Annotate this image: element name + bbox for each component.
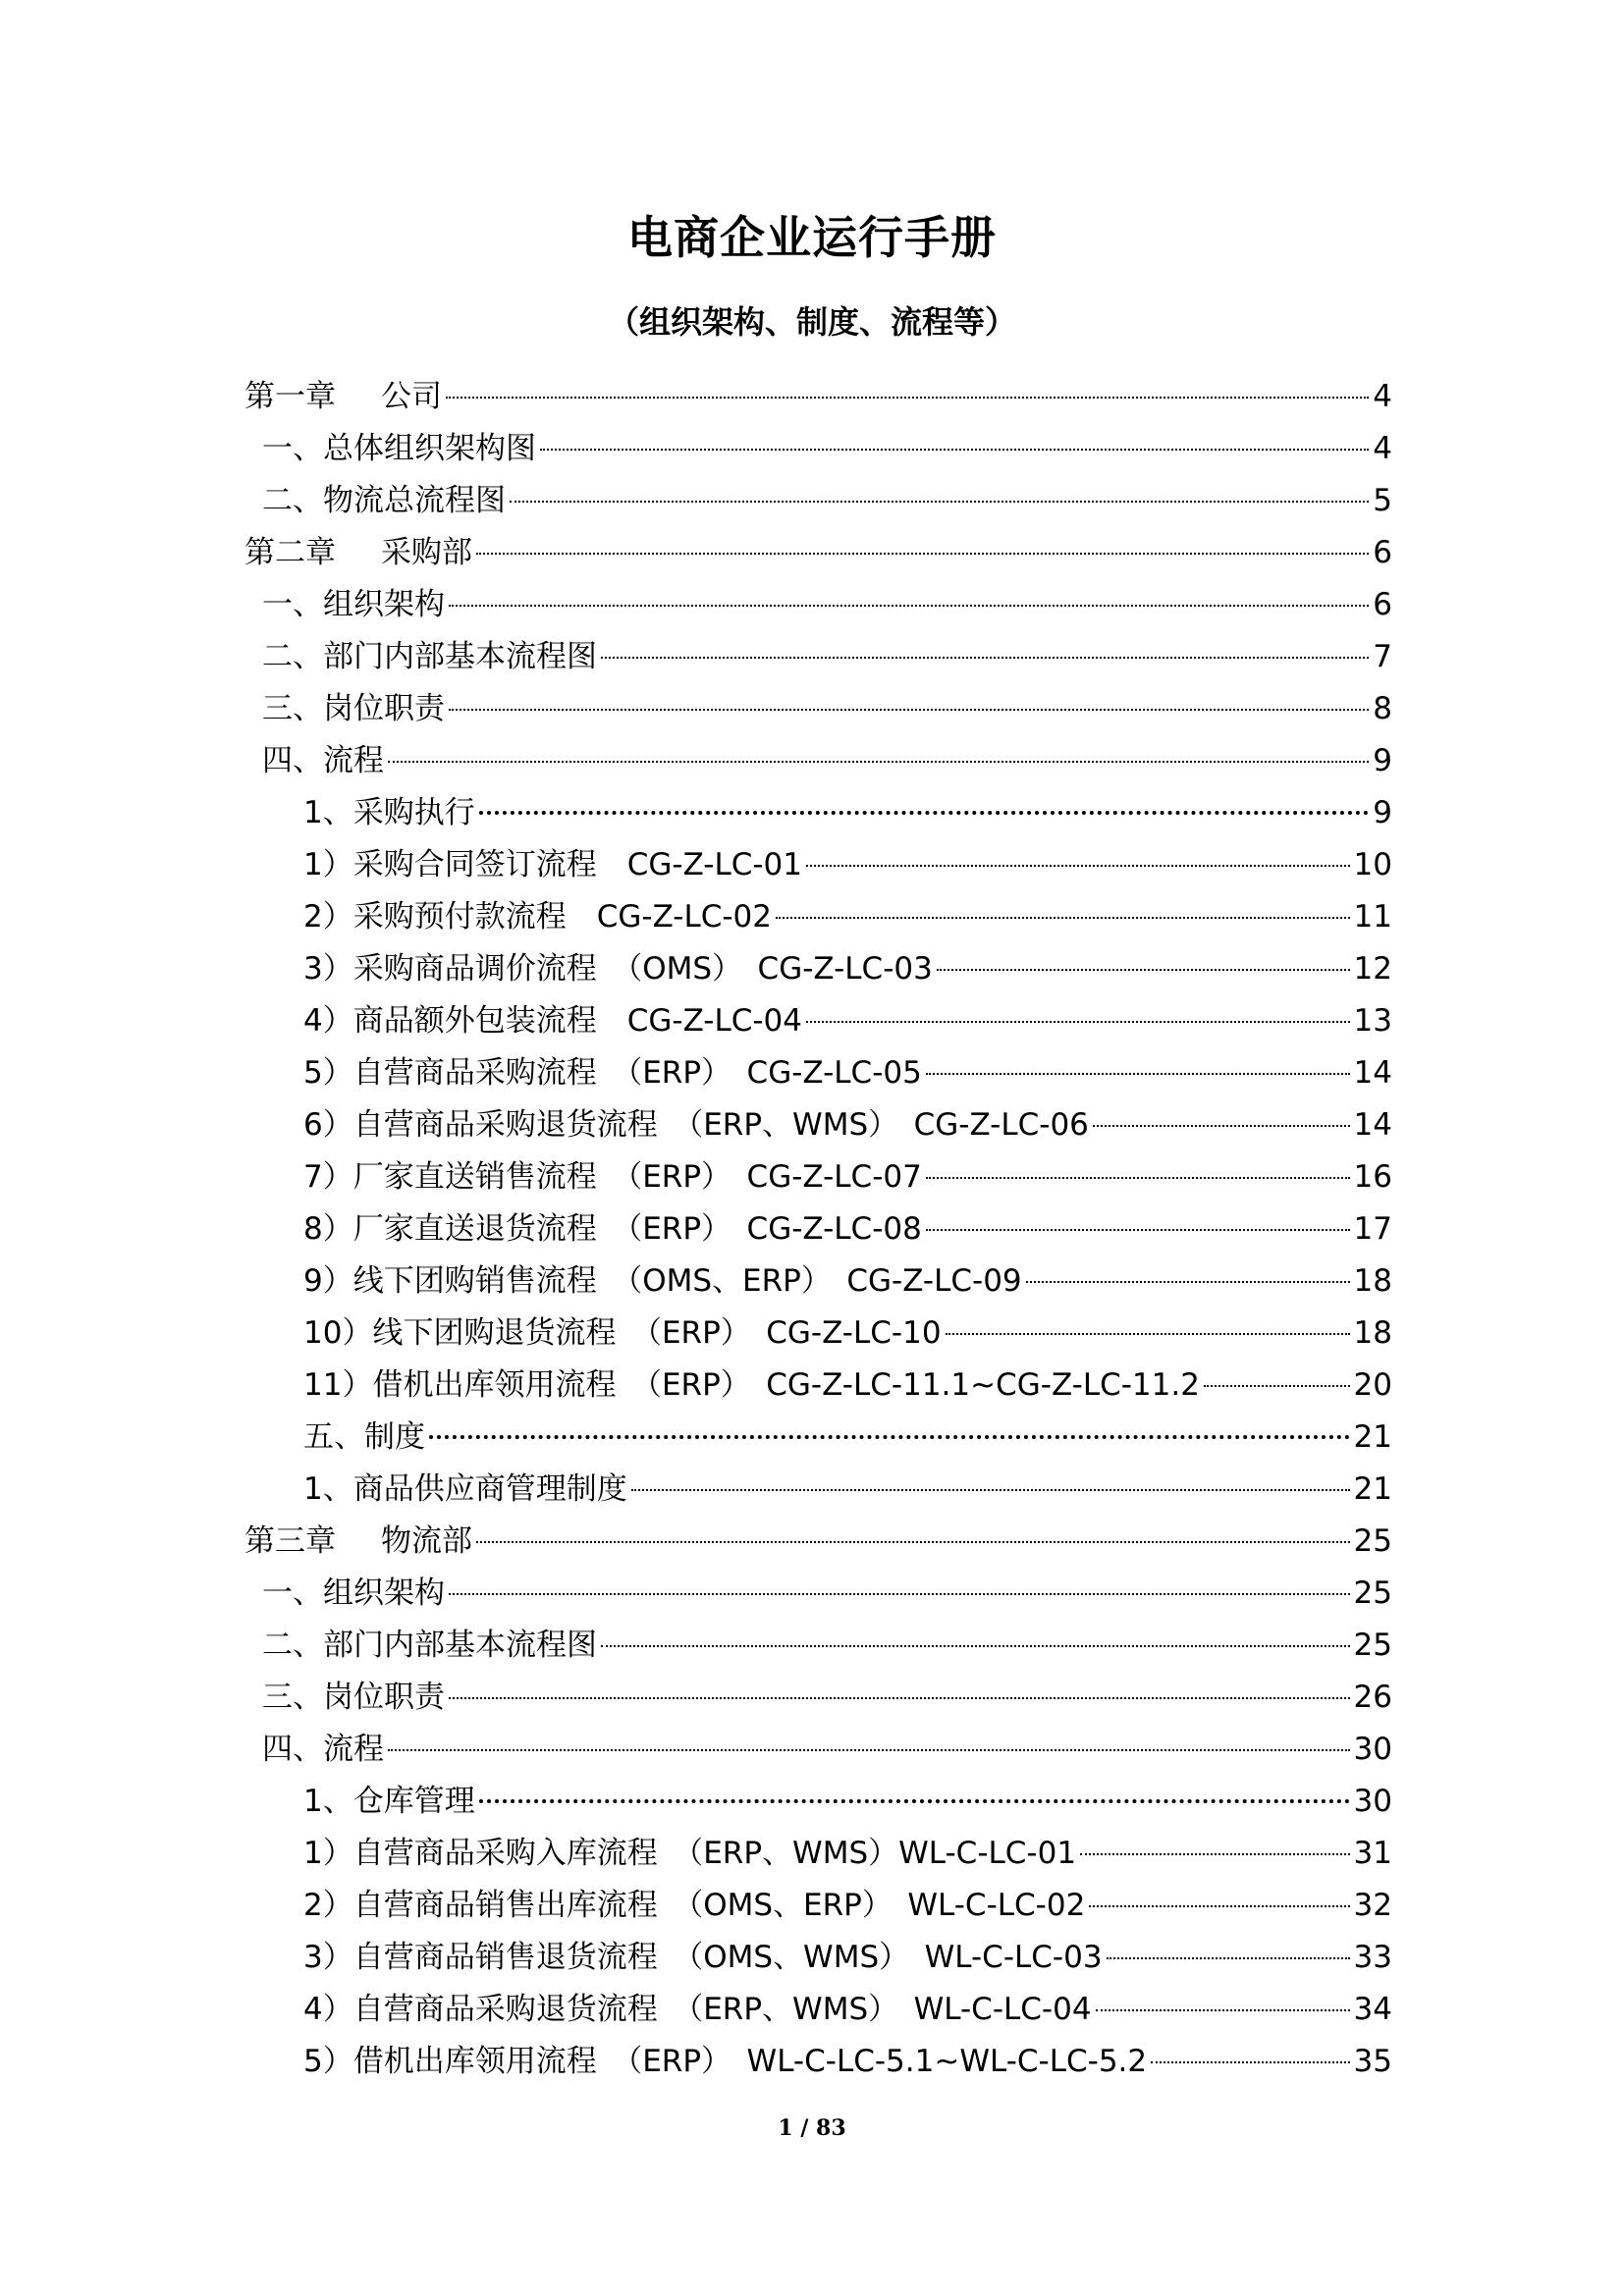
toc-entry-text: 2）自营商品销售出库流程 （OMS、ERP） WL-C-LC-02 — [303, 1888, 1086, 1923]
toc-entry-text: 10）线下团购退货流程 （ERP） CG-Z-LC-10 — [303, 1315, 942, 1351]
toc-entry-title — [262, 631, 597, 682]
toc-entry-title — [303, 891, 772, 942]
toc-dot-leader — [1026, 1281, 1350, 1283]
toc-entry[interactable] — [262, 631, 1392, 682]
toc-entry-text: 二、部门内部基本流程图 — [262, 1628, 597, 1663]
toc-entry-text: 4）商品额外包装流程 CG-Z-LC-04 — [303, 1003, 803, 1039]
toc-dot-leader — [776, 917, 1350, 919]
toc-entry-text: 一、组织架构 — [262, 1575, 445, 1611]
toc-page-number: 5 — [1373, 483, 1392, 518]
toc-entry[interactable] — [303, 2036, 1392, 2087]
toc-dot-leader — [540, 449, 1369, 451]
toc-page-number: 12 — [1353, 951, 1392, 987]
toc-entry-title — [303, 1360, 1200, 1411]
toc-page-number: 10 — [1353, 847, 1392, 882]
toc-entry-title — [303, 995, 802, 1046]
toc-entry[interactable] — [262, 1724, 1392, 1775]
toc-entry[interactable] — [262, 475, 1392, 526]
toc-page-number: 18 — [1353, 1315, 1392, 1351]
toc-entry-text: 一、组织架构 — [262, 587, 445, 622]
toc-entry-text: 11）借机出库领用流程 （ERP） CG-Z-LC-11.1~CG-Z-LC-11.2 — [303, 1367, 1200, 1403]
toc-entry-text: 5）自营商品采购流程 （ERP） CG-Z-LC-05 — [303, 1055, 922, 1091]
toc-entry-title — [303, 1776, 475, 1827]
toc-entry[interactable] — [303, 1828, 1392, 1879]
toc-entry[interactable] — [262, 1672, 1392, 1723]
toc-entry-text: 1、采购执行 — [303, 795, 475, 830]
toc-entry[interactable] — [262, 683, 1392, 734]
toc-entry-title — [303, 1151, 922, 1202]
toc-dot-leader — [601, 1645, 1350, 1647]
toc-entry-title — [303, 1047, 922, 1098]
toc-page-number: 21 — [1353, 1471, 1392, 1507]
toc-entry-title — [303, 943, 933, 994]
toc-page-number: 25 — [1353, 1523, 1392, 1559]
toc-entry-text: 7）厂家直送销售流程 （ERP） CG-Z-LC-07 — [303, 1159, 922, 1195]
toc-entry[interactable] — [244, 1516, 1392, 1567]
toc-page-number: 25 — [1353, 1575, 1392, 1611]
toc-page-number: 14 — [1353, 1055, 1392, 1091]
toc-page-number: 34 — [1353, 1992, 1392, 2027]
toc-entry-title — [303, 787, 475, 838]
toc-entry-text: 四、流程 — [262, 1732, 384, 1767]
toc-page-number: 4 — [1373, 379, 1392, 414]
toc-entry-text: 三、岗位职责 — [262, 691, 445, 726]
toc-entry-title — [303, 1828, 1076, 1879]
toc-entry[interactable] — [303, 995, 1392, 1046]
toc-entry-text: 3）自营商品销售退货流程 （OMS、WMS） WL-C-LC-03 — [303, 1940, 1103, 1975]
toc-entry-title — [303, 1203, 922, 1255]
toc-entry-title — [303, 2036, 1147, 2087]
toc-dot-leader — [926, 1229, 1350, 1231]
toc-page-number: 13 — [1353, 1003, 1392, 1039]
toc-dot-leader — [476, 553, 1369, 555]
document-title: 电商企业运行手册 — [627, 211, 997, 264]
toc-entry[interactable] — [303, 943, 1392, 994]
toc-entry-text: 1）采购合同签订流程 CG-Z-LC-01 — [303, 847, 803, 882]
toc-entry-title — [262, 683, 445, 734]
toc-entry-text: 二、物流总流程图 — [262, 483, 506, 518]
toc-entry-title — [303, 1464, 627, 1515]
toc-entry-title — [303, 839, 802, 890]
toc-page-number: 14 — [1353, 1107, 1392, 1143]
toc-dot-leader — [1107, 1957, 1350, 1959]
toc-entry-title — [262, 1620, 597, 1671]
toc-dot-leader — [946, 1333, 1350, 1335]
toc-entry[interactable] — [303, 1360, 1392, 1411]
toc-entry-text: 五、制度 — [303, 1419, 425, 1455]
toc-entry-title — [303, 1255, 1022, 1307]
toc-entry-text: 二、部门内部基本流程图 — [262, 639, 597, 674]
toc-dot-leader — [806, 1021, 1350, 1023]
toc-entry-title — [303, 1412, 425, 1463]
toc-dot-leader — [1096, 2009, 1350, 2011]
toc-dot-leader — [1080, 1853, 1349, 1855]
toc-dot-leader — [479, 811, 1370, 815]
toc-entry-title — [262, 1724, 384, 1775]
toc-dot-leader — [388, 1749, 1350, 1751]
toc-entry-title — [303, 1880, 1085, 1931]
toc-dot-leader — [1151, 2061, 1349, 2063]
toc-dot-leader — [1204, 1385, 1350, 1387]
toc-dot-leader — [476, 1541, 1350, 1543]
toc-entry[interactable] — [303, 1776, 1392, 1827]
toc-chapter-number: 第三章 — [244, 1523, 336, 1559]
toc-entry-text: 一、总体组织架构图 — [262, 431, 536, 466]
toc-entry[interactable] — [303, 1099, 1392, 1150]
toc-entry-title — [262, 735, 384, 786]
toc-page-number: 21 — [1353, 1419, 1392, 1455]
toc-entry[interactable] — [303, 1151, 1392, 1202]
toc-dot-leader — [449, 1697, 1350, 1699]
toc-entry-text: 公司 — [381, 379, 442, 414]
toc-entry[interactable] — [303, 1308, 1392, 1359]
toc-entry[interactable] — [303, 1932, 1392, 1983]
toc-entry-title — [244, 371, 442, 422]
toc-entry[interactable] — [303, 1412, 1392, 1463]
toc-entry-text: 5）借机出库领用流程 （ERP） WL-C-LC-5.1~WL-C-LC-5.2 — [303, 2044, 1148, 2079]
toc-dot-leader — [1089, 1905, 1349, 1907]
toc-entry-text: 8）厂家直送退货流程 （ERP） CG-Z-LC-08 — [303, 1211, 922, 1247]
toc-page-number: 7 — [1373, 639, 1392, 674]
toc-entry-text: 4）自营商品采购退货流程 （ERP、WMS） WL-C-LC-04 — [303, 1992, 1092, 2027]
toc-entry-title — [303, 1984, 1092, 2035]
toc-dot-leader — [631, 1489, 1350, 1491]
document-subtitle: （组织架构、制度、流程等） — [607, 303, 1016, 341]
toc-dot-leader — [937, 969, 1350, 971]
toc-entry-title — [303, 1308, 942, 1359]
toc-entry[interactable] — [303, 839, 1392, 890]
toc-entry-text: 四、流程 — [262, 743, 384, 778]
toc-entry-text: 3）采购商品调价流程 （OMS） CG-Z-LC-03 — [303, 951, 933, 987]
toc-entry-title — [262, 1568, 445, 1619]
toc-entry-text: 1、仓库管理 — [303, 1784, 475, 1819]
toc-entry-text: 1、商品供应商管理制度 — [303, 1471, 627, 1507]
toc-dot-leader — [510, 501, 1369, 503]
toc-entry-title — [244, 1516, 472, 1567]
toc-dot-leader — [449, 709, 1369, 711]
toc-page-number: 26 — [1353, 1680, 1392, 1715]
toc-page-number: 18 — [1353, 1263, 1392, 1299]
toc-dot-leader — [429, 1435, 1350, 1439]
toc-entry-title — [262, 475, 506, 526]
toc-entry-text: 2）采购预付款流程 CG-Z-LC-02 — [303, 899, 773, 934]
toc-dot-leader — [449, 605, 1369, 607]
toc-entry-title — [244, 527, 472, 578]
toc-entry-text: 9）线下团购销售流程 （OMS、ERP） CG-Z-LC-09 — [303, 1263, 1022, 1299]
toc-page-number: 9 — [1373, 743, 1392, 778]
toc-dot-leader — [446, 397, 1369, 399]
toc-dot-leader — [388, 761, 1369, 763]
toc-page-number: 31 — [1353, 1836, 1392, 1871]
toc-entry[interactable] — [303, 1047, 1392, 1098]
page-number: 1 / 83 — [778, 2115, 846, 2141]
toc-page-number: 32 — [1353, 1888, 1392, 1923]
toc-entry-text: 三、岗位职责 — [262, 1680, 445, 1715]
toc-page-number: 35 — [1353, 2044, 1392, 2079]
toc-entry-text: 1）自营商品采购入库流程 （ERP、WMS）WL-C-LC-01 — [303, 1836, 1077, 1871]
toc-entry-title — [262, 1672, 445, 1723]
toc-page-number: 8 — [1373, 691, 1392, 726]
toc-entry[interactable] — [262, 735, 1392, 786]
toc-dot-leader — [926, 1177, 1350, 1179]
toc-entry[interactable] — [262, 579, 1392, 630]
toc-entry[interactable] — [262, 423, 1392, 474]
toc-entry[interactable] — [262, 1620, 1392, 1671]
toc-entry-title — [262, 579, 445, 630]
toc-entry[interactable] — [303, 891, 1392, 942]
toc-dot-leader — [479, 1799, 1350, 1803]
toc-dot-leader — [601, 657, 1369, 659]
toc-dot-leader — [1093, 1125, 1350, 1127]
toc-page-number: 6 — [1373, 587, 1392, 622]
toc-entry[interactable] — [303, 1203, 1392, 1255]
toc-page-number: 6 — [1373, 535, 1392, 570]
toc-entry[interactable] — [303, 1880, 1392, 1931]
toc-page-number: 25 — [1353, 1628, 1392, 1663]
toc-entry-text: 6）自营商品采购退货流程 （ERP、WMS） CG-Z-LC-06 — [303, 1107, 1089, 1143]
toc-page-number: 30 — [1353, 1784, 1392, 1819]
toc-page-number: 20 — [1353, 1367, 1392, 1403]
toc-page-number: 17 — [1353, 1211, 1392, 1247]
toc-entry[interactable] — [303, 1464, 1392, 1515]
toc-entry[interactable] — [262, 1568, 1392, 1619]
toc-entry-text: 物流部 — [381, 1523, 472, 1559]
toc-chapter-number: 第一章 — [244, 379, 336, 414]
toc-entry[interactable] — [303, 1984, 1392, 2035]
toc-entry-title — [262, 423, 536, 474]
toc-entry-text: 采购部 — [381, 535, 472, 570]
toc-entry[interactable] — [244, 527, 1392, 578]
toc-dot-leader — [806, 865, 1350, 867]
toc-chapter-number: 第二章 — [244, 535, 336, 570]
toc-page-number: 30 — [1353, 1732, 1392, 1767]
toc-page-number: 11 — [1353, 899, 1392, 934]
toc-page-number: 16 — [1353, 1159, 1392, 1195]
toc-entry[interactable] — [303, 787, 1392, 838]
toc-page-number: 33 — [1353, 1940, 1392, 1975]
toc-dot-leader — [449, 1593, 1350, 1595]
toc-page-number: 9 — [1373, 795, 1392, 830]
toc-entry[interactable] — [244, 371, 1392, 422]
toc-entry[interactable] — [303, 1255, 1392, 1307]
toc-page-number: 4 — [1373, 431, 1392, 466]
toc-entry-title — [303, 1099, 1089, 1150]
toc-dot-leader — [926, 1073, 1350, 1075]
toc-entry-title — [303, 1932, 1103, 1983]
